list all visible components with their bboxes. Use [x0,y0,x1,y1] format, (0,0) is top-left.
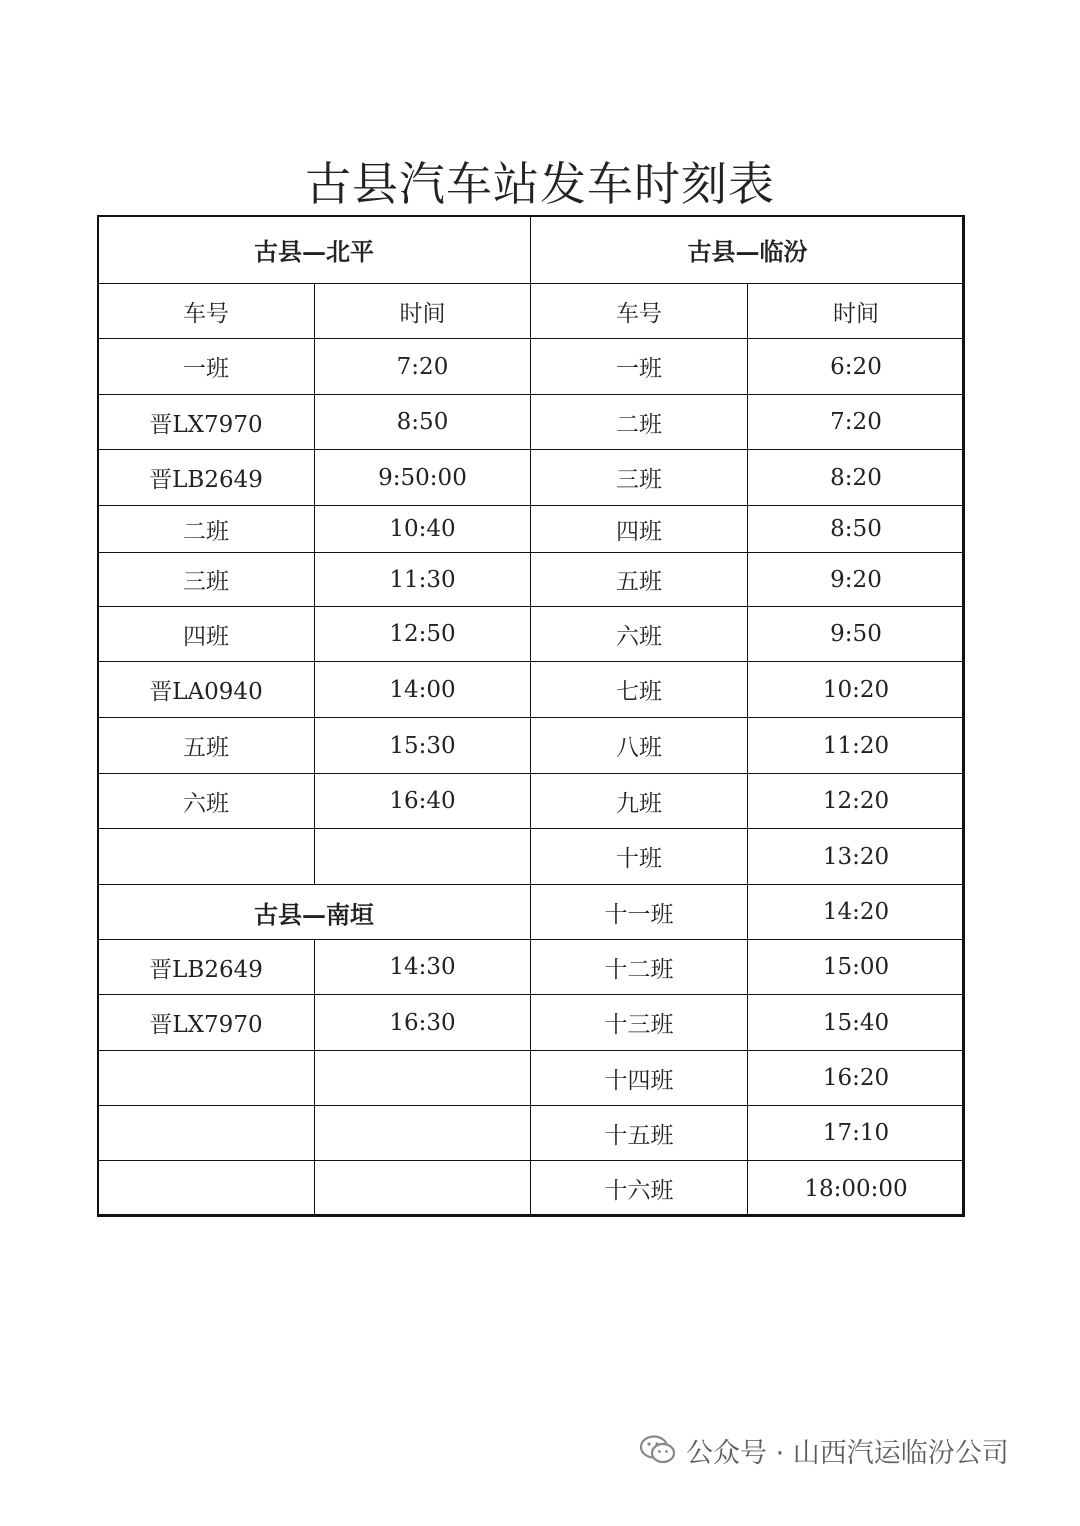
departure-time-cell: 10:40 [314,505,531,553]
departure-time-cell: 9:20 [747,552,965,607]
departure-time-cell: 11:20 [747,717,965,774]
bus-number-cell: 三班 [530,449,748,506]
timetable [97,215,964,1216]
departure-time-cell: 10:20 [747,661,965,718]
bus-number-cell [97,1160,315,1217]
bus-number-cell: 八班 [530,717,748,774]
route-header-linfen: 古县—临汾 [530,215,965,284]
departure-time-cell: 18:00:00 [747,1160,965,1217]
bus-number-cell: 十三班 [530,994,748,1051]
departure-time-cell: 16:30 [314,994,531,1051]
watermark [640,1430,1009,1470]
departure-time-cell: 13:20 [747,828,965,885]
bus-number-cell: 七班 [530,661,748,718]
bus-number-cell: 九班 [530,773,748,829]
bus-number-cell [97,828,315,885]
bus-number-cell: 十四班 [530,1050,748,1106]
departure-time-cell: 8:50 [314,394,531,450]
departure-time-cell: 6:20 [747,338,965,395]
departure-time-cell: 15:00 [747,939,965,995]
column-header-bus: 车号 [530,283,748,339]
departure-time-cell: 16:20 [747,1050,965,1106]
bus-number-cell: 三班 [97,552,315,607]
departure-time-cell: 17:10 [747,1105,965,1161]
bus-number-cell: 四班 [97,606,315,662]
departure-time-cell: 7:20 [747,394,965,450]
bus-number-cell: 十班 [530,828,748,885]
departure-time-cell [314,1050,531,1106]
bus-number-cell: 一班 [530,338,748,395]
departure-time-cell: 7:20 [314,338,531,395]
bus-number-cell: 晋LB2649 [97,449,315,506]
column-header-time: 时间 [747,283,965,339]
bus-number-cell [97,1105,315,1161]
departure-time-cell [314,1160,531,1217]
departure-time-cell: 8:50 [747,505,965,553]
bus-number-cell: 一班 [97,338,315,395]
departure-time-cell: 9:50 [747,606,965,662]
departure-time-cell: 8:20 [747,449,965,506]
departure-time-cell: 14:00 [314,661,531,718]
bus-number-cell: 十二班 [530,939,748,995]
bus-number-cell: 二班 [97,505,315,553]
bus-number-cell [97,1050,315,1106]
bus-number-cell: 晋LA0940 [97,661,315,718]
departure-time-cell: 14:20 [747,884,965,940]
bus-number-cell: 六班 [530,606,748,662]
bus-number-cell: 晋LX7970 [97,394,315,450]
departure-time-cell: 15:40 [747,994,965,1051]
route-header-beiping: 古县—北平 [97,215,531,284]
departure-time-cell: 12:20 [747,773,965,829]
departure-time-cell: 9:50:00 [314,449,531,506]
bus-number-cell: 十五班 [530,1105,748,1161]
bus-number-cell: 五班 [97,717,315,774]
bus-number-cell: 晋LX7970 [97,994,315,1051]
bus-number-cell: 五班 [530,552,748,607]
departure-time-cell: 14:30 [314,939,531,995]
departure-time-cell: 11:30 [314,552,531,607]
column-header-bus: 车号 [97,283,315,339]
route-header-nanyuan: 古县—南垣 [97,884,531,940]
bus-number-cell: 六班 [97,773,315,829]
departure-time-cell: 15:30 [314,717,531,774]
departure-time-cell [314,1105,531,1161]
bus-number-cell: 晋LB2649 [97,939,315,995]
bus-number-cell: 十六班 [530,1160,748,1217]
bus-number-cell: 二班 [530,394,748,450]
page-title: 古县汽车站发车时刻表 [305,157,775,211]
departure-time-cell [314,828,531,885]
bus-number-cell: 十一班 [530,884,748,940]
watermark-text: 公众号 · 山西汽运临汾公司 [686,1437,1009,1469]
departure-time-cell: 16:40 [314,773,531,829]
bus-number-cell: 四班 [530,505,748,553]
wechat-icon [640,1435,676,1465]
column-header-time: 时间 [314,283,531,339]
departure-time-cell: 12:50 [314,606,531,662]
